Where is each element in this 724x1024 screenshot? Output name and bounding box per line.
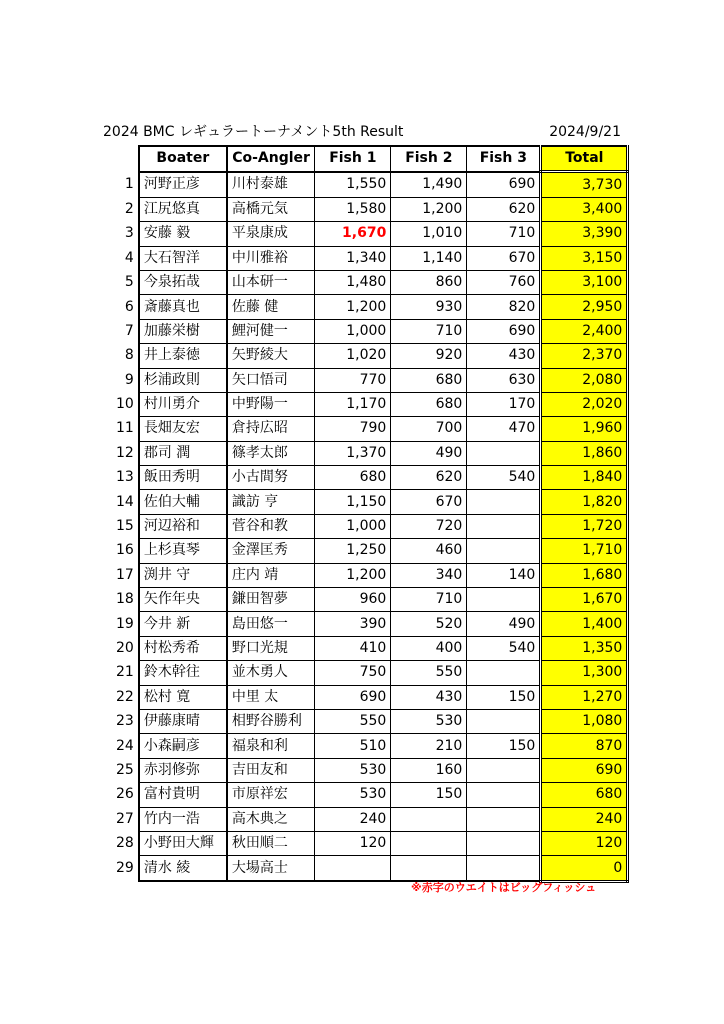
rank-cell: 22 — [112, 685, 139, 709]
fish3-cell: 150 — [467, 685, 541, 709]
fish3-cell — [467, 588, 541, 612]
co-angler-cell: 野口光規 — [227, 636, 315, 660]
co-angler-cell: 中川雅裕 — [227, 246, 315, 270]
table-row — [112, 758, 628, 782]
fish1-cell: 1,480 — [315, 270, 391, 294]
table-row — [112, 563, 628, 587]
total-cell: 1,860 — [541, 441, 628, 465]
rank-cell: 26 — [112, 783, 139, 807]
boater-cell: 渕井 守 — [139, 563, 227, 587]
fish3-cell — [467, 758, 541, 782]
table-row — [112, 222, 628, 246]
fish1-cell: 960 — [315, 588, 391, 612]
co-angler-cell: 大場高士 — [227, 856, 315, 881]
boater-cell: 今井 新 — [139, 612, 227, 636]
co-angler-cell: 矢口悟司 — [227, 368, 315, 392]
boater-cell: 小野田大輝 — [139, 831, 227, 855]
boater-cell: 井上泰徳 — [139, 344, 227, 368]
table-row — [112, 490, 628, 514]
total-cell: 3,150 — [541, 246, 628, 270]
total-cell: 1,710 — [541, 539, 628, 563]
boater-cell: 河野正彦 — [139, 172, 227, 197]
fish2-cell: 680 — [391, 368, 467, 392]
boater-cell: 杉浦政則 — [139, 368, 227, 392]
total-cell: 3,400 — [541, 197, 628, 221]
fish2-cell: 160 — [391, 758, 467, 782]
co-angler-cell: 鯉河健一 — [227, 319, 315, 343]
fish2-cell: 150 — [391, 783, 467, 807]
table-row — [112, 636, 628, 660]
rank-cell: 12 — [112, 441, 139, 465]
fish1-cell: 770 — [315, 368, 391, 392]
boater-cell: 村松秀希 — [139, 636, 227, 660]
boater-cell: 竹内一浩 — [139, 807, 227, 831]
total-cell: 690 — [541, 758, 628, 782]
rank-cell: 15 — [112, 514, 139, 538]
co-angler-cell: 小古間努 — [227, 466, 315, 490]
fish3-header: Fish 3 — [467, 146, 541, 172]
table-row — [112, 685, 628, 709]
total-cell: 240 — [541, 807, 628, 831]
co-angler-cell: 吉田友和 — [227, 758, 315, 782]
co-angler-cell: 市原祥宏 — [227, 783, 315, 807]
rank-cell: 25 — [112, 758, 139, 782]
fish1-cell: 390 — [315, 612, 391, 636]
fish3-cell: 430 — [467, 344, 541, 368]
total-cell: 3,100 — [541, 270, 628, 294]
rank-cell: 21 — [112, 661, 139, 685]
fish2-cell: 550 — [391, 661, 467, 685]
fish2-cell: 720 — [391, 514, 467, 538]
boater-cell: 伊藤康晴 — [139, 709, 227, 733]
co-angler-cell: 中里 太 — [227, 685, 315, 709]
co-angler-cell: 秋田順二 — [227, 831, 315, 855]
total-cell: 1,680 — [541, 563, 628, 587]
fish1-cell: 1,340 — [315, 246, 391, 270]
fish1-cell: 1,150 — [315, 490, 391, 514]
boater-cell: 赤羽修弥 — [139, 758, 227, 782]
co-angler-cell: 佐藤 健 — [227, 295, 315, 319]
fish3-cell: 760 — [467, 270, 541, 294]
total-cell: 1,350 — [541, 636, 628, 660]
fish2-cell: 1,010 — [391, 222, 467, 246]
rank-cell: 11 — [112, 417, 139, 441]
co-angler-cell: 菅谷和教 — [227, 514, 315, 538]
fish1-cell: 690 — [315, 685, 391, 709]
boater-cell: 加藤栄樹 — [139, 319, 227, 343]
rank-cell: 18 — [112, 588, 139, 612]
rank-cell: 20 — [112, 636, 139, 660]
boater-header: Boater — [139, 146, 227, 172]
total-cell: 0 — [541, 856, 628, 881]
co-angler-cell: 鎌田智夢 — [227, 588, 315, 612]
rank-cell: 23 — [112, 709, 139, 733]
fish1-cell: 1,200 — [315, 563, 391, 587]
boater-cell: 村川勇介 — [139, 392, 227, 416]
fish1-cell: 790 — [315, 417, 391, 441]
co-angler-cell: 倉持広昭 — [227, 417, 315, 441]
fish1-cell: 1,580 — [315, 197, 391, 221]
fish3-cell: 620 — [467, 197, 541, 221]
table-row — [112, 588, 628, 612]
fish1-cell: 240 — [315, 807, 391, 831]
rank-cell: 14 — [112, 490, 139, 514]
co-angler-cell: 庄内 靖 — [227, 563, 315, 587]
table-row — [112, 172, 628, 197]
co-angler-cell: 識訪 亨 — [227, 490, 315, 514]
fish3-cell: 670 — [467, 246, 541, 270]
total-cell: 1,840 — [541, 466, 628, 490]
table-row — [112, 392, 628, 416]
fish3-cell: 820 — [467, 295, 541, 319]
co-angler-cell: 篠孝太郎 — [227, 441, 315, 465]
boater-cell: 長畑友宏 — [139, 417, 227, 441]
fish2-cell: 340 — [391, 563, 467, 587]
boater-cell: 江尻悠真 — [139, 197, 227, 221]
fish2-cell: 460 — [391, 539, 467, 563]
rank-cell: 10 — [112, 392, 139, 416]
boater-cell: 鈴木幹往 — [139, 661, 227, 685]
rank-cell: 27 — [112, 807, 139, 831]
table-row — [112, 539, 628, 563]
total-cell: 1,300 — [541, 661, 628, 685]
boater-cell: 清水 綾 — [139, 856, 227, 881]
fish2-cell: 490 — [391, 441, 467, 465]
boater-cell: 小森嗣彦 — [139, 734, 227, 758]
fish2-cell: 620 — [391, 466, 467, 490]
rank-cell: 13 — [112, 466, 139, 490]
fish3-cell — [467, 661, 541, 685]
boater-cell: 大石智洋 — [139, 246, 227, 270]
rank-cell: 4 — [112, 246, 139, 270]
total-cell: 120 — [541, 831, 628, 855]
boater-cell: 今泉拓哉 — [139, 270, 227, 294]
fish3-cell — [467, 514, 541, 538]
fish3-cell: 470 — [467, 417, 541, 441]
rank-cell: 1 — [112, 172, 139, 197]
co-angler-cell: 金澤匡秀 — [227, 539, 315, 563]
co-angler-cell: 平泉康成 — [227, 222, 315, 246]
fish1-cell: 1,550 — [315, 172, 391, 197]
total-cell: 3,730 — [541, 172, 628, 197]
total-header: Total — [541, 146, 628, 172]
total-cell: 1,080 — [541, 709, 628, 733]
fish2-header: Fish 2 — [391, 146, 467, 172]
co-angler-cell: 相野谷勝利 — [227, 709, 315, 733]
fish2-cell: 860 — [391, 270, 467, 294]
boater-cell: 安藤 毅 — [139, 222, 227, 246]
fish1-cell: 1,000 — [315, 319, 391, 343]
fish3-cell: 690 — [467, 172, 541, 197]
rank-cell: 6 — [112, 295, 139, 319]
total-cell: 2,400 — [541, 319, 628, 343]
rank-cell: 29 — [112, 856, 139, 881]
rank-cell: 3 — [112, 222, 139, 246]
fish2-cell: 520 — [391, 612, 467, 636]
co-angler-cell: 矢野綾大 — [227, 344, 315, 368]
fish2-cell — [391, 831, 467, 855]
table-row — [112, 466, 628, 490]
fish1-cell: 530 — [315, 783, 391, 807]
boater-cell: 郡司 潤 — [139, 441, 227, 465]
document-title: 2024 BMC レギュラートーナメント5th Result — [103, 124, 404, 140]
fish3-cell — [467, 539, 541, 563]
table-row — [112, 246, 628, 270]
fish2-cell: 400 — [391, 636, 467, 660]
total-cell: 1,400 — [541, 612, 628, 636]
fish1-cell: 1,370 — [315, 441, 391, 465]
fish1-cell: 1,020 — [315, 344, 391, 368]
table-row — [112, 734, 628, 758]
document-header — [103, 122, 621, 142]
table-row — [112, 368, 628, 392]
rank-cell: 8 — [112, 344, 139, 368]
co-angler-header: Co-Angler — [227, 146, 315, 172]
table-row — [112, 807, 628, 831]
table-header-row — [112, 146, 628, 172]
fish3-cell — [467, 856, 541, 881]
fish3-cell: 690 — [467, 319, 541, 343]
fish1-cell: 680 — [315, 466, 391, 490]
boater-cell: 上杉真琴 — [139, 539, 227, 563]
fish3-cell — [467, 490, 541, 514]
rank-cell: 5 — [112, 270, 139, 294]
table-row — [112, 709, 628, 733]
fish3-cell — [467, 807, 541, 831]
fish1-cell: 530 — [315, 758, 391, 782]
fish3-cell: 490 — [467, 612, 541, 636]
table-row — [112, 783, 628, 807]
table-row — [112, 441, 628, 465]
results-body — [112, 172, 628, 881]
fish2-cell: 1,140 — [391, 246, 467, 270]
fish1-cell: 1,200 — [315, 295, 391, 319]
fish2-cell — [391, 856, 467, 881]
fish3-cell: 150 — [467, 734, 541, 758]
boater-cell: 飯田秀明 — [139, 466, 227, 490]
fish2-cell: 930 — [391, 295, 467, 319]
total-cell: 1,820 — [541, 490, 628, 514]
table-row — [112, 661, 628, 685]
fish3-cell — [467, 831, 541, 855]
fish3-cell: 540 — [467, 466, 541, 490]
boater-cell: 矢作年央 — [139, 588, 227, 612]
fish1-cell — [315, 856, 391, 881]
rank-cell: 16 — [112, 539, 139, 563]
rank-cell: 17 — [112, 563, 139, 587]
table-row — [112, 197, 628, 221]
co-angler-cell: 川村泰雄 — [227, 172, 315, 197]
total-cell: 2,020 — [541, 392, 628, 416]
fish3-cell: 710 — [467, 222, 541, 246]
rank-cell: 7 — [112, 319, 139, 343]
footnote: ※赤字のウエイトはビッグフィッシュ — [411, 881, 597, 894]
fish1-cell: 1,250 — [315, 539, 391, 563]
results-table — [112, 145, 629, 883]
total-cell: 680 — [541, 783, 628, 807]
boater-cell: 佐伯大輔 — [139, 490, 227, 514]
total-cell: 1,270 — [541, 685, 628, 709]
co-angler-cell: 高橋元気 — [227, 197, 315, 221]
fish3-cell: 540 — [467, 636, 541, 660]
table-row — [112, 344, 628, 368]
fish2-cell: 210 — [391, 734, 467, 758]
fish1-cell: 410 — [315, 636, 391, 660]
co-angler-cell: 山本研一 — [227, 270, 315, 294]
rank-header — [112, 146, 139, 172]
table-row — [112, 319, 628, 343]
rank-cell: 28 — [112, 831, 139, 855]
boater-cell: 河辺裕和 — [139, 514, 227, 538]
co-angler-cell: 並木勇人 — [227, 661, 315, 685]
document-date: 2024/9/21 — [549, 124, 621, 140]
rank-cell: 19 — [112, 612, 139, 636]
fish2-cell: 700 — [391, 417, 467, 441]
total-cell: 1,960 — [541, 417, 628, 441]
total-cell: 1,670 — [541, 588, 628, 612]
fish3-cell — [467, 441, 541, 465]
fish1-cell: 120 — [315, 831, 391, 855]
fish1-cell: 1,670 — [315, 222, 391, 246]
table-row — [112, 856, 628, 881]
fish3-cell: 140 — [467, 563, 541, 587]
co-angler-cell: 高木典之 — [227, 807, 315, 831]
fish2-cell: 430 — [391, 685, 467, 709]
fish2-cell: 530 — [391, 709, 467, 733]
fish2-cell: 710 — [391, 588, 467, 612]
total-cell: 2,950 — [541, 295, 628, 319]
boater-cell: 松村 寛 — [139, 685, 227, 709]
fish2-cell: 710 — [391, 319, 467, 343]
fish1-cell: 1,170 — [315, 392, 391, 416]
total-cell: 1,720 — [541, 514, 628, 538]
fish2-cell: 680 — [391, 392, 467, 416]
fish1-header: Fish 1 — [315, 146, 391, 172]
co-angler-cell: 中野陽一 — [227, 392, 315, 416]
rank-cell: 2 — [112, 197, 139, 221]
rank-cell: 24 — [112, 734, 139, 758]
fish1-cell: 750 — [315, 661, 391, 685]
table-row — [112, 417, 628, 441]
fish2-cell: 670 — [391, 490, 467, 514]
total-cell: 2,370 — [541, 344, 628, 368]
fish2-cell — [391, 807, 467, 831]
total-cell: 2,080 — [541, 368, 628, 392]
total-cell: 870 — [541, 734, 628, 758]
results-table-wrapper — [112, 145, 629, 883]
fish3-cell — [467, 709, 541, 733]
total-cell: 3,390 — [541, 222, 628, 246]
table-row — [112, 514, 628, 538]
fish3-cell: 630 — [467, 368, 541, 392]
table-row — [112, 831, 628, 855]
rank-cell: 9 — [112, 368, 139, 392]
fish1-cell: 550 — [315, 709, 391, 733]
fish1-cell: 510 — [315, 734, 391, 758]
co-angler-cell: 島田悠一 — [227, 612, 315, 636]
table-row — [112, 295, 628, 319]
fish3-cell — [467, 783, 541, 807]
co-angler-cell: 福泉和利 — [227, 734, 315, 758]
fish2-cell: 920 — [391, 344, 467, 368]
table-row — [112, 612, 628, 636]
table-row — [112, 270, 628, 294]
fish3-cell: 170 — [467, 392, 541, 416]
fish2-cell: 1,200 — [391, 197, 467, 221]
fish1-cell: 1,000 — [315, 514, 391, 538]
boater-cell: 富村貴明 — [139, 783, 227, 807]
fish2-cell: 1,490 — [391, 172, 467, 197]
boater-cell: 斎藤真也 — [139, 295, 227, 319]
